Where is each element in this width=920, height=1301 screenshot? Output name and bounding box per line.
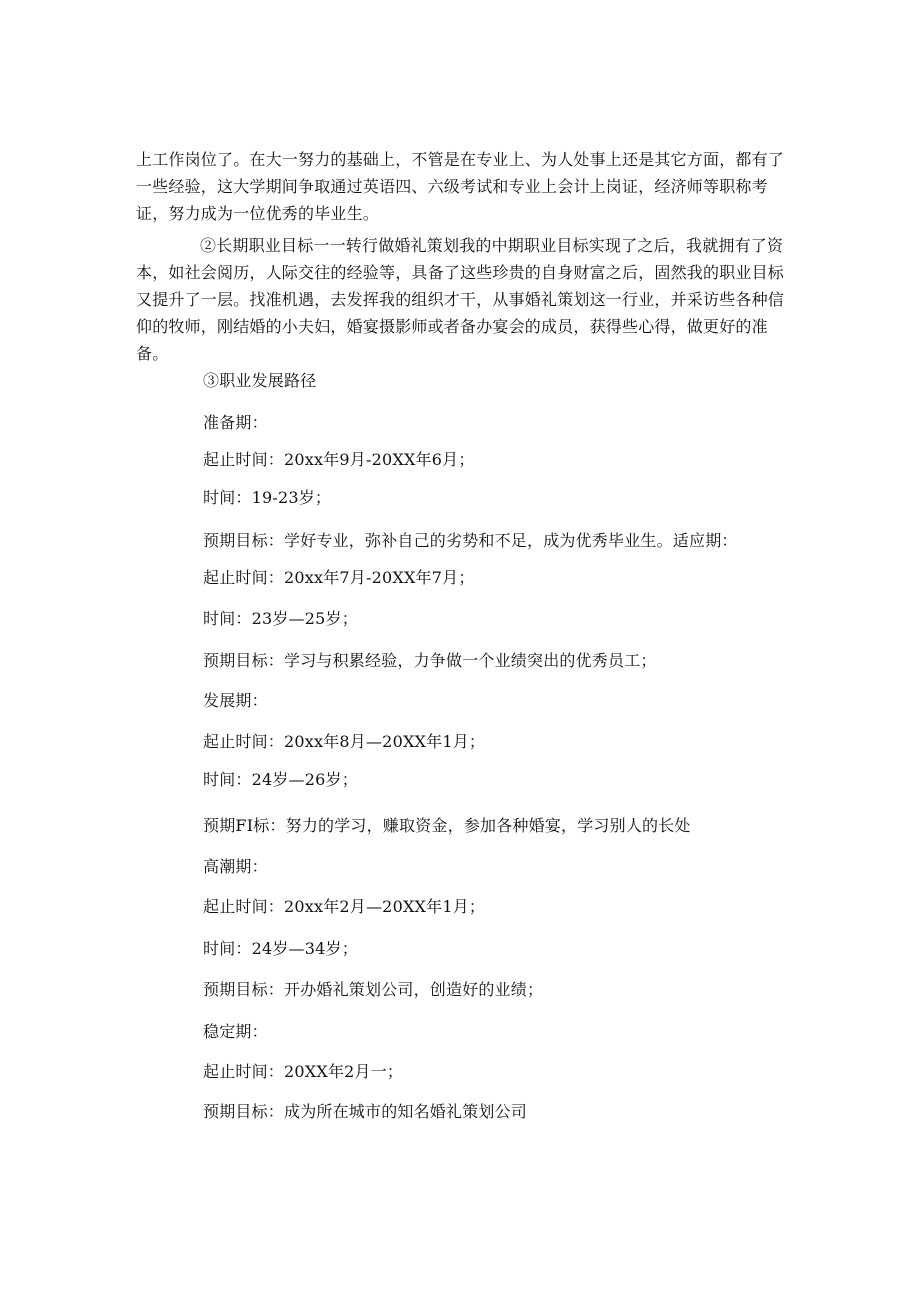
preparation-period-dates: 起止时间：20xx年9月-20XX年6月；	[203, 450, 475, 469]
peak-age-range: 时间：24岁—34岁；	[203, 939, 358, 958]
stable-period-dates: 起止时间：20XX年2月一；	[203, 1062, 404, 1081]
paragraph-intro-continuation: 上工作岗位了。在大一努力的基础上，不管是在专业上、为人处事上还是其它方面，都有了一些经验，这大学期间争取通过英语四、六级考试和专业上会计上岗证，经济师等职称考证，努力成为一位优秀的毕业生。	[136, 150, 785, 223]
stage-heading-peak: 高潮期：	[203, 857, 268, 876]
preparation-goal: 预期目标：学好专业，弥补自己的劣势和不足，成为优秀毕业生。适应期：	[203, 531, 738, 550]
section-heading-career-path: ③职业发展路径	[203, 371, 317, 390]
stage-heading-preparation: 准备期：	[203, 413, 268, 432]
stage-heading-development: 发展期：	[203, 691, 268, 710]
adaptation-age-range: 时间：23岁—25岁；	[203, 609, 358, 628]
adaptation-period-dates: 起止时间：20xx年7月-20XX年7月；	[203, 568, 475, 587]
development-age-range: 时间：24岁—26岁；	[203, 770, 358, 789]
peak-period-dates: 起止时间：20xx年2月—20XX年1月；	[203, 897, 486, 916]
development-period-dates: 起止时间：20xx年8月—20XX年1月；	[203, 732, 486, 751]
stable-goal: 预期目标：成为所在城市的知名婚礼策划公司	[203, 1102, 528, 1121]
adaptation-goal: 预期目标：学习与积累经验，力争做一个业绩突出的优秀员工；	[203, 651, 657, 670]
preparation-age-range: 时间：19-23岁；	[203, 488, 332, 507]
paragraph-long-term-goal: ②长期职业目标一一转行做婚礼策划我的中期职业目标实现了之后，我就拥有了资本，如社会阅历，人际交往的经验等，具备了这些珍贵的自身财富之后，固然我的职业目标又提升了一层。找准机遇，去发挥我的组织才干，从事婚礼策划这一行业，并采访些各种信仰的牧师，刚结婚的小夫妇，婚宴摄影师或者备办宴会的成员，获得些心得，做更好的准备。	[136, 236, 785, 363]
stage-heading-stable: 稳定期：	[203, 1022, 268, 1041]
peak-goal: 预期目标：开办婚礼策划公司，创造好的业绩；	[203, 980, 544, 999]
development-goal: 预期FI标：努力的学习，赚取资金，参加各种婚宴，学习别人的长处	[203, 816, 691, 835]
